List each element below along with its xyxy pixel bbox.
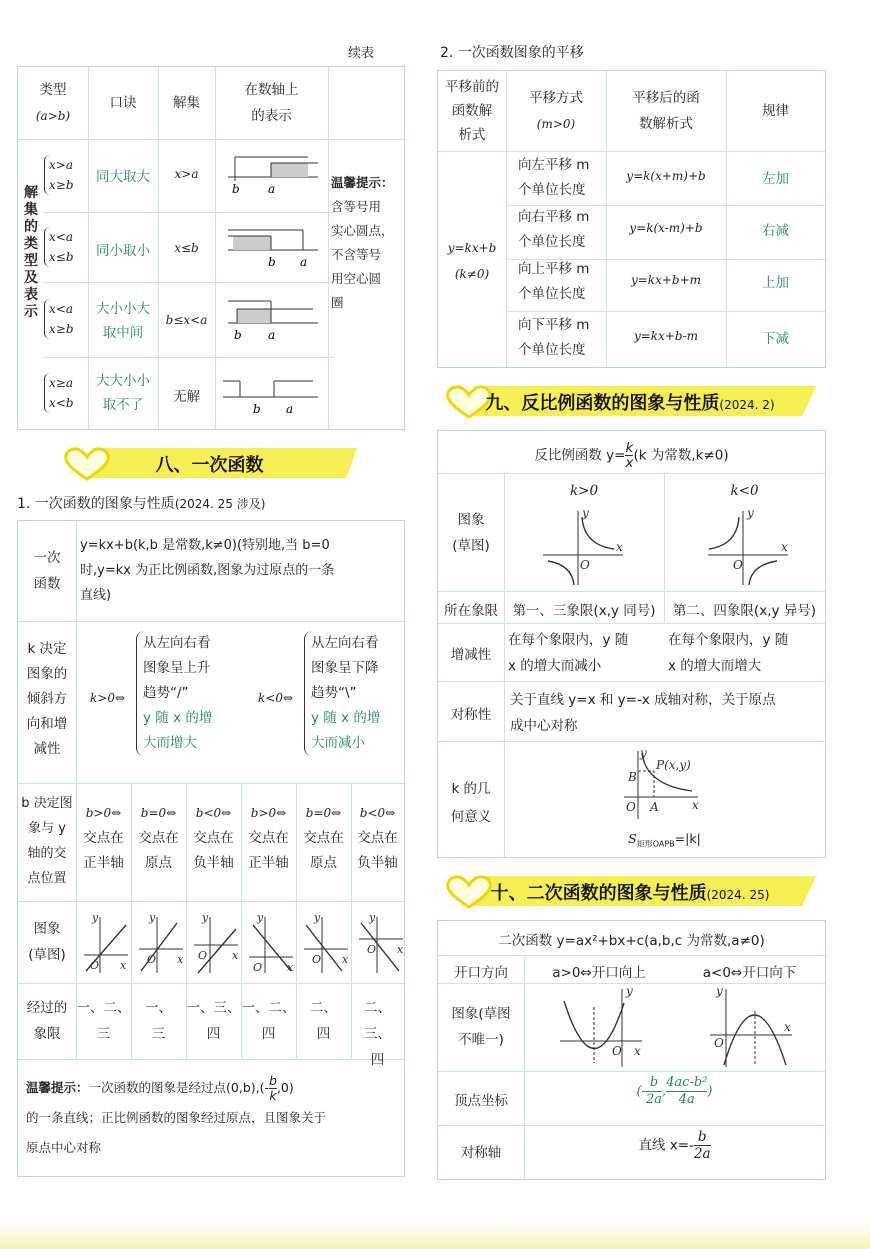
trans-rule-2: 右减 — [762, 223, 789, 239]
header-rhyme: 口诀 — [109, 95, 137, 111]
row1-rhyme: 同大取大 — [96, 169, 150, 185]
quadratic-open-label: 开口方向 — [454, 965, 508, 981]
inverse-function-table — [437, 430, 826, 858]
row4-conditions: x≥a x<b — [44, 373, 74, 413]
sketch-kpos-bzero — [139, 911, 184, 973]
quad-cell-5: 二、 四 — [310, 1000, 337, 1042]
kgeo-point: P(x,y) — [656, 758, 691, 772]
inverse-quad-label: 所在象限 — [444, 603, 498, 619]
inverse-kgeo-label: k 的几 何意义 — [450, 781, 492, 825]
trans-rule-3: 上加 — [762, 275, 789, 291]
svg-text:y: y — [92, 911, 99, 924]
def-label: 一次 函数 — [33, 550, 61, 592]
quadratic-open-neg: a<0⇔开口向下 — [702, 965, 797, 981]
trans-result-3: y=kx+b+m — [630, 273, 702, 287]
linear-function-table — [17, 520, 405, 1177]
row3-conditions: x<a x≥b — [44, 299, 74, 339]
quad-cell-2: 一、 三 — [145, 1000, 172, 1042]
trans-header-1: 平移前的 函数解 析式 — [445, 79, 499, 143]
row3-solution: b≤x<a — [165, 313, 208, 327]
inverse-mono-label: 增减性 — [450, 647, 492, 663]
inverse-kneg: k<0 — [730, 483, 759, 499]
inverse-k-geometry — [618, 747, 728, 825]
section10-banner — [444, 874, 816, 908]
section8-title: 八、一次函数 — [155, 455, 264, 476]
row2-tick-b: b — [268, 255, 276, 269]
section10-title: 十、二次函数的图象与性质(2024. 25) — [490, 883, 770, 904]
quadratic-axis-label: 对称轴 — [460, 1145, 502, 1161]
svg-text:x: x — [287, 961, 294, 974]
quadratic-header: 二次函数 y=ax²+bx+c(a,b,c 为常数,a≠0) — [498, 933, 765, 949]
graph-label: 图象 (草图) — [28, 921, 66, 963]
quadratic-axis: 直线 x=- $\frac{b}{2a}$ — [638, 1129, 711, 1162]
inverse-quad-pos: 第一、三象限(x,y 同号) — [512, 603, 656, 619]
k-pos-text: 从左向右看 图象呈上升 趋势“/” y 随 x 的增 大而增大 — [136, 631, 212, 756]
inverse-header: 反比例函数 y= $\frac{k}{x}$ (k 为常数,k≠0) — [534, 440, 729, 471]
svg-text:y: y — [369, 911, 376, 924]
inverse-mono-pos: 在每个象限内，y 随 x 的增大而减小 — [508, 632, 629, 674]
quad-cell-6: 二、三、 四 — [364, 1000, 391, 1068]
svg-text:y: y — [257, 911, 264, 924]
row3-tick-b: b — [234, 328, 242, 342]
section9-banner — [444, 384, 816, 418]
b-cell-2: b=0⇔ 交点在 原点 — [138, 806, 179, 871]
side-label-solution-types: 解 集 的 类 型 及 表 示 — [24, 185, 38, 320]
row3-tick-a: a — [268, 328, 276, 342]
svg-text:x: x — [784, 1020, 791, 1034]
svg-text:x: x — [120, 959, 127, 972]
svg-text:O: O — [312, 953, 322, 966]
trans-way-4: 向下平移 m 个单位长度 — [518, 317, 590, 358]
row3-rhyme: 大小小大 取中间 — [96, 301, 150, 341]
svg-text:x: x — [232, 949, 239, 962]
b-cell-4: b>0⇔ 交点在 正半轴 — [248, 806, 289, 871]
translation-title: 2. 一次函数图象的平移 — [440, 45, 584, 61]
inverse-mono-neg: 在每个象限内，y 随 x 的增大而增大 — [668, 632, 789, 674]
inequality-table — [17, 66, 405, 430]
svg-text:x: x — [634, 1044, 641, 1058]
trans-header-2: 平移方式 (m>0) — [529, 90, 583, 131]
k-neg-cond: k<0⇔ — [258, 691, 294, 705]
b-cell-6: b<0⇔ 交点在 负半轴 — [357, 806, 398, 871]
quad-cell-3: 一、三、 四 — [186, 1000, 241, 1042]
numberline-tip: 温馨提示： 含等号用 实心圆点， 不含等号 用空心圆 圈 — [331, 175, 394, 310]
row4-tick-b: b — [253, 402, 261, 416]
trans-way-3: 向上平移 m 个单位长度 — [518, 261, 590, 302]
trans-result-1: y=k(x+m)+b — [626, 169, 706, 183]
row1-solution: x>a — [174, 167, 199, 181]
row2-conditions: x<a x≤b — [44, 227, 74, 267]
trans-way-1: 向左平移 m 个单位长度 — [518, 157, 590, 198]
row2-numberline — [223, 222, 323, 272]
svg-text:y: y — [582, 507, 589, 520]
svg-text:O: O — [367, 943, 377, 956]
quadratic-sketch-down — [706, 985, 796, 1069]
svg-text:O: O — [253, 961, 263, 974]
svg-text:O: O — [714, 1036, 724, 1050]
section8-banner — [62, 446, 357, 480]
b-cell-5: b=0⇔ 交点在 原点 — [303, 806, 344, 871]
quadratic-vertex: (- $\frac{b}{2a}$ , $\frac{\text{4ac-b²}}{4a}$ ) — [636, 1075, 713, 1107]
svg-text:x: x — [616, 540, 623, 554]
inverse-quad-neg: 第二、四象限(x,y 异号) — [672, 603, 817, 619]
svg-text:y: y — [747, 507, 754, 520]
quad-cell-1: 一、二、 三 — [76, 1000, 131, 1042]
kgeo-O: O — [626, 800, 636, 814]
quadratic-open-pos: a>0⇔开口向上 — [552, 965, 646, 981]
svg-text:x: x — [177, 953, 184, 966]
k-neg-text: 从左向右看 图象呈下降 趋势“\” y 随 x 的增 大而减小 — [304, 631, 380, 756]
row2-solution: x≤b — [174, 241, 199, 255]
inverse-sym-label: 对称性 — [450, 707, 492, 723]
inverse-sketch-kpos — [538, 507, 628, 587]
quad-cell-4: 一、二、 四 — [241, 1000, 296, 1042]
def-text: y=kx+b(k,b 是常数,k≠0)(特别地,当 b=0 时,y=kx 为正比例函数,图象为过原点的一条 直线) — [80, 538, 335, 603]
row1-tick-a: a — [268, 182, 276, 196]
svg-text:y: y — [314, 911, 321, 924]
row2-rhyme: 同小取小 — [96, 243, 150, 259]
row4-rhyme: 大大小小 取不了 — [96, 373, 150, 413]
inverse-sketch-kneg — [703, 507, 793, 587]
svg-text:O: O — [733, 558, 743, 572]
translation-table — [437, 70, 826, 368]
row2-tick-a: a — [300, 255, 308, 269]
row1-tick-b: b — [232, 182, 240, 196]
b-cell-3: b<0⇔ 交点在 负半轴 — [193, 806, 234, 871]
trans-rule-1: 左加 — [762, 171, 789, 187]
svg-text:x: x — [342, 953, 349, 966]
svg-text:x: x — [397, 943, 404, 956]
trans-header-4: 规律 — [762, 103, 789, 119]
sketch-kneg-bpos — [249, 911, 294, 974]
svg-text:y: y — [202, 911, 209, 924]
row4-solution: 无解 — [173, 389, 200, 405]
inverse-sym-text: 关于直线 y=x 和 y=-x 成轴对称，关于原点 成中心对称 — [510, 692, 776, 734]
trans-way-2: 向右平移 m 个单位长度 — [518, 209, 590, 250]
b-label: b 决定图 象与 y 轴的交 点位置 — [21, 796, 73, 886]
header-solution: 解集 — [173, 95, 200, 111]
row4-numberline — [218, 369, 323, 419]
quadratic-function-table — [437, 920, 826, 1180]
inverse-kpos: k>0 — [569, 483, 599, 499]
k-pos-cond: k>0⇔ — [90, 691, 126, 705]
trans-result-2: y=k(x-m)+b — [629, 221, 703, 235]
svg-text:O: O — [198, 949, 208, 962]
quadrant-label: 经过的 象限 — [26, 1000, 68, 1042]
sketch-kpos-bneg — [194, 911, 239, 973]
inverse-area: $S_{矩形OAPB}=|k|$ — [628, 831, 701, 849]
trans-result-4: y=kx+b-m — [633, 329, 699, 343]
svg-text:y: y — [149, 911, 156, 924]
sketch-kneg-bneg — [359, 911, 404, 973]
quadratic-vertex-label: 顶点坐标 — [454, 1093, 508, 1109]
svg-text:y: y — [626, 985, 633, 998]
svg-text:O: O — [147, 953, 157, 966]
svg-text:y: y — [640, 747, 647, 760]
header-numberline-2: 的表示 — [251, 108, 292, 124]
section8-subtitle: 1. 一次函数的图象与性质(2024. 25 涉及) — [17, 496, 266, 512]
svg-text:O: O — [90, 959, 100, 972]
quadratic-sketch-up — [556, 985, 646, 1069]
sketch-kneg-bzero — [304, 911, 349, 973]
quadratic-graph-label: 图象(草图 不唯一) — [451, 1006, 511, 1048]
header-type: 类型 — [39, 82, 67, 98]
inverse-graph-label: 图象 (草图) — [452, 512, 490, 554]
row1-conditions: x>a x≥b — [44, 155, 74, 195]
header-type-cond: (a>b) — [35, 109, 71, 123]
svg-text:x: x — [781, 540, 788, 554]
trans-original: y=kx+b (k≠0) — [447, 241, 497, 281]
kgeo-A: A — [650, 800, 659, 814]
sketch-kpos-bpos — [84, 911, 128, 973]
section9-title: 九、反比例函数的图象与性质(2024. 2) — [485, 393, 775, 414]
bottom-shade — [0, 1221, 870, 1249]
b-cell-1: b>0⇔ 交点在 正半轴 — [83, 806, 124, 871]
row4-tick-a: a — [286, 402, 294, 416]
row3-numberline — [223, 295, 323, 345]
svg-text:x: x — [692, 798, 699, 812]
header-numberline-1: 在数轴上 — [244, 82, 299, 98]
k-label: k 决定 图象的 倾斜方 向和增 减性 — [26, 641, 68, 757]
trans-header-3: 平移后的函 数解析式 — [632, 90, 700, 132]
svg-text:O: O — [580, 558, 590, 572]
svg-text:y: y — [716, 985, 723, 998]
kgeo-B: B — [628, 770, 637, 784]
svg-text:O: O — [612, 1044, 622, 1058]
linear-sketches — [78, 909, 404, 979]
trans-rule-4: 下减 — [762, 331, 789, 347]
row1-numberline — [223, 149, 323, 199]
continued-label: 续表 — [348, 46, 375, 61]
linear-tip: 温馨提示：一次函数的图象是经过点(0,b),(- $\frac{b}{k}$ ,0) 的一条直线；正比例函数的图象经过原点，且图象关于 原点中心对称 — [26, 1073, 327, 1155]
